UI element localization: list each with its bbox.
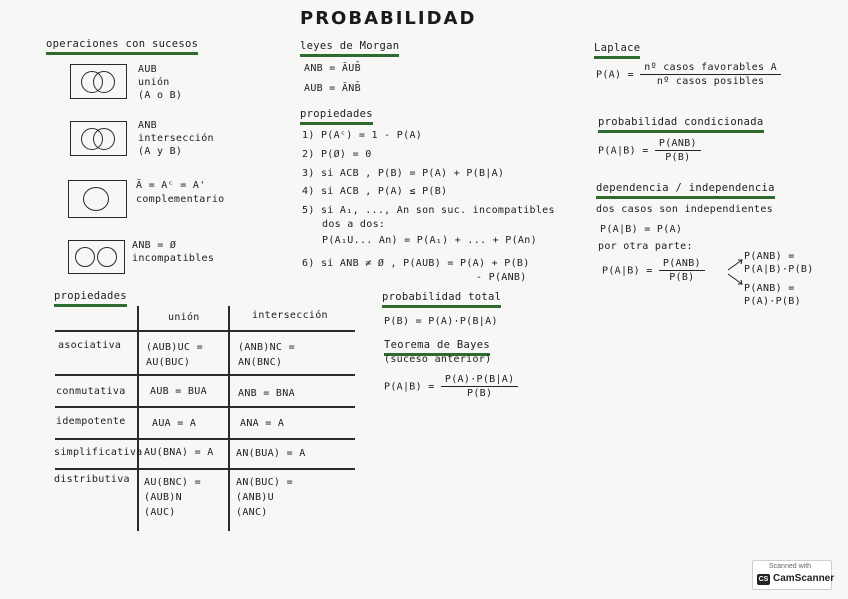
cell-simplificativa-inter: AN(BUA) = A xyxy=(236,448,306,459)
cell-idempotente-union: AUA = A xyxy=(152,418,197,429)
total-heading: probabilidad total xyxy=(382,291,501,308)
camscanner-watermark: Scanned with CS CamScanner xyxy=(752,560,832,590)
bayes-numerator: P(A)·P(B|A) xyxy=(441,374,519,387)
morgan-law-2: AUB = ĀNB̄ xyxy=(304,83,361,94)
complement-venn-diagram xyxy=(68,180,127,218)
cell-asociativa-inter: (ANB)NC = AN(BNC) xyxy=(238,342,295,368)
condicionada-numerator: P(ANB) xyxy=(655,138,701,151)
laplace-numerator: nº casos favorables A xyxy=(640,62,781,75)
laplace-heading: Laplace xyxy=(594,42,640,59)
cell-simplificativa-union: AU(BNA) = A xyxy=(144,447,214,458)
dependencia-result-1: P(ANB) = P(A|B)·P(B) xyxy=(744,251,814,275)
union-description: AUB unión (A o B) xyxy=(138,64,183,101)
cell-idempotente-inter: ANA = A xyxy=(240,418,285,429)
morgan-heading: leyes de Morgan xyxy=(300,40,399,57)
dependencia-formula: P(A|B) = $\frac{\text{P(ANB)}}{P(B)}$ xyxy=(602,258,705,283)
row-name-distributiva: distributiva xyxy=(54,474,130,485)
dependencia-line-3: por otra parte: xyxy=(598,241,693,252)
row-name-asociativa: asociativa xyxy=(58,340,122,351)
dependencia-result-2: P(ANB) = P(A)·P(B) xyxy=(744,283,801,307)
union-venn-diagram xyxy=(70,64,127,99)
cell-conmutativa-union: AUB = BUA xyxy=(150,386,207,397)
split-arrows-icon xyxy=(726,252,746,292)
column-header-interseccion: intersección xyxy=(252,310,328,321)
complement-description: Ā = Aᶜ = A' complementario xyxy=(136,180,225,205)
dependencia-line-2: P(A|B) = P(A) xyxy=(600,224,683,235)
propiedad-5: 5) si A₁, ..., An son suc. incompatibles xyxy=(302,205,555,216)
cell-distributiva-inter: AN(BUC) = (ANB)U (ANC) xyxy=(236,477,293,518)
intersection-description: ANB intersección (A y B) xyxy=(138,120,214,157)
page-title: PROBABILIDAD xyxy=(300,8,477,29)
operaciones-heading: operaciones con sucesos xyxy=(46,38,198,55)
propiedad-6-cont: - P(ANB) xyxy=(476,272,527,283)
row-name-conmutativa: conmutativa xyxy=(56,386,126,397)
dependencia-denominator: P(B) xyxy=(669,272,695,283)
propiedad-6: 6) si ANB ≠ Ø , P(AUB) = P(A) + P(B) xyxy=(302,258,530,269)
propiedades-heading: propiedades xyxy=(300,108,373,125)
incompatible-venn-diagram xyxy=(68,240,125,274)
morgan-law-1: ANB = ĀUB̄ xyxy=(304,63,361,74)
condicionada-formula: P(A|B) = $\frac{\text{P(ANB)}}{P(B)}$ xyxy=(598,138,701,163)
row-name-idempotente: idempotente xyxy=(56,416,126,427)
cell-conmutativa-inter: ANB = BNA xyxy=(238,388,295,399)
condicionada-denominator: P(B) xyxy=(665,152,691,163)
propiedad-5-cont: dos a dos: xyxy=(322,219,386,230)
dependencia-line-1: dos casos son independientes xyxy=(596,204,773,215)
dependencia-heading: dependencia / independencia xyxy=(596,182,775,199)
row-name-simplificativa: simplificativa xyxy=(54,447,143,458)
propiedad-2: 2) P(Ø) = 0 xyxy=(302,149,372,160)
laplace-denominator: nº casos posibles xyxy=(656,76,765,87)
intersection-venn-diagram xyxy=(70,121,127,156)
tabla-heading: propiedades xyxy=(54,290,127,307)
bayes-subtitle: (suceso anterior) xyxy=(384,354,492,365)
propiedad-4: 4) si ACB , P(A) ≤ P(B) xyxy=(302,186,448,197)
propiedad-1: 1) P(Aᶜ) = 1 - P(A) xyxy=(302,130,423,141)
propiedad-5-formula: P(A₁U... An) = P(A₁) + ... + P(An) xyxy=(322,235,537,246)
condicionada-heading: probabilidad condicionada xyxy=(598,116,764,133)
bayes-denominator: P(B) xyxy=(467,388,493,399)
bayes-heading: Teorema de Bayes xyxy=(384,339,490,356)
propiedad-3: 3) si ACB , P(B) = P(A) + P(B|A) xyxy=(302,168,505,179)
camscanner-logo-icon: CS xyxy=(758,576,769,583)
bayes-formula: P(A|B) = $\frac{P(A)\cdot P(B|A)}{P(B)}$ xyxy=(384,374,518,399)
laplace-formula: P(A) = $\frac{\text{nº casos favorables A}}{\text{nº casos posibles}}$ xyxy=(596,62,781,87)
column-header-union: unión xyxy=(168,312,200,323)
dependencia-numerator: P(ANB) xyxy=(659,258,705,271)
incompatible-description: ANB = Ø incompatibles xyxy=(132,240,215,264)
cell-asociativa-union: (AUB)UC = AU(BUC) xyxy=(146,342,203,368)
cell-distributiva-union: AU(BNC) = (AUB)N (AUC) xyxy=(144,477,201,518)
total-formula: P(B) = P(A)·P(B|A) xyxy=(384,316,498,327)
